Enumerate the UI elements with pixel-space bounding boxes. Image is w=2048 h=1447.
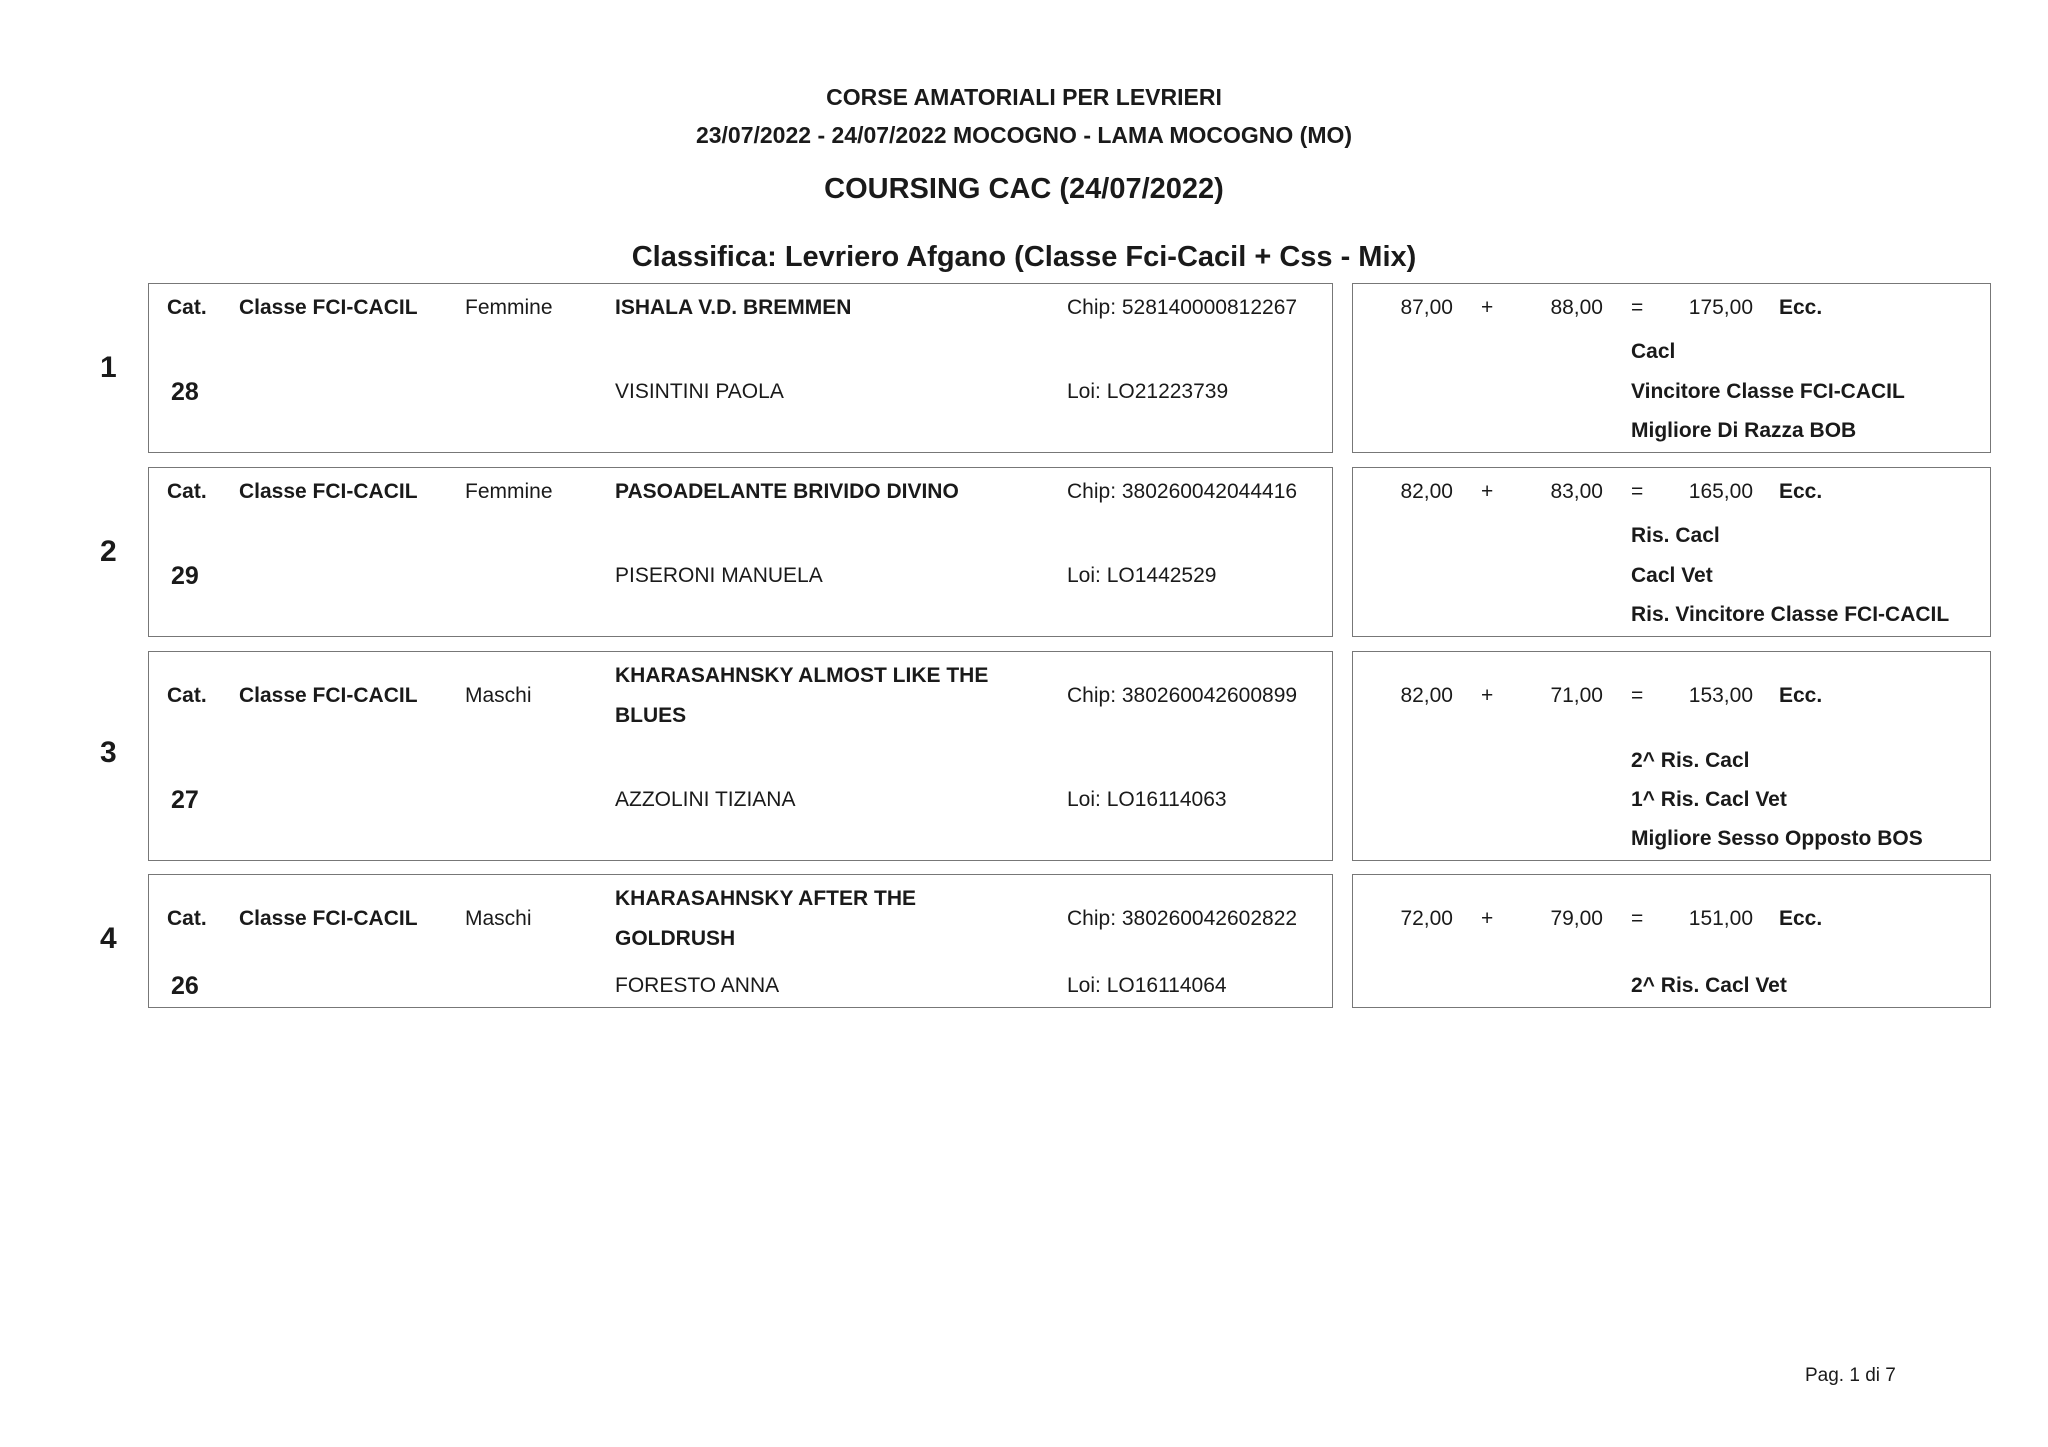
cat-label: Cat.: [167, 907, 207, 930]
dog-info-box: [148, 283, 1333, 453]
award: Migliore Di Razza BOB: [1631, 419, 1857, 442]
placement-number: 1: [100, 351, 117, 384]
loi-number: Loi: LO21223739: [1067, 380, 1229, 403]
award: Ris. Vincitore Classe FCI-CACIL: [1631, 603, 1950, 626]
score-1: 87,00: [1400, 296, 1453, 319]
award: Migliore Sesso Opposto BOS: [1631, 827, 1923, 850]
dog-name: PASOADELANTE BRIVIDO DIVINO: [615, 480, 959, 503]
score-box: [1352, 874, 1991, 1008]
chip-number: Chip: 380260042602822: [1067, 907, 1298, 930]
chip-number: Chip: 528140000812267: [1067, 296, 1298, 319]
grade: Ecc.: [1779, 480, 1823, 503]
award: Cacl Vet: [1631, 564, 1713, 587]
owner-name: PISERONI MANUELA: [615, 564, 823, 587]
sex: Maschi: [465, 684, 532, 707]
score-1: 82,00: [1400, 684, 1453, 707]
placement-number: 2: [100, 535, 117, 568]
catalog-number: 27: [171, 786, 199, 814]
total-score: 151,00: [1688, 907, 1753, 930]
equals-sign: =: [1631, 684, 1644, 707]
loi-number: Loi: LO1442529: [1067, 564, 1217, 587]
score-2: 83,00: [1550, 480, 1603, 503]
chip-number: Chip: 380260042600899: [1067, 684, 1298, 707]
score-2: 88,00: [1550, 296, 1603, 319]
award: Vincitore Classe FCI-CACIL: [1631, 380, 1905, 403]
catalog-number: 29: [171, 562, 199, 590]
equals-sign: =: [1631, 480, 1644, 503]
score-box: [1352, 651, 1991, 861]
dog-info-box: [148, 874, 1333, 1008]
owner-name: VISINTINI PAOLA: [615, 380, 784, 403]
class-name: Classe FCI-CACIL: [239, 684, 418, 707]
award: 2^ Ris. Cacl Vet: [1631, 974, 1787, 997]
classification-title: Classifica: Levriero Afgano (Classe Fci-Cacil + Css - Mix): [631, 241, 1417, 273]
cat-label: Cat.: [167, 480, 207, 503]
grade: Ecc.: [1779, 296, 1823, 319]
equals-sign: =: [1631, 296, 1644, 319]
grade: Ecc.: [1779, 684, 1823, 707]
catalog-number: 26: [171, 972, 199, 1000]
award: Ris. Cacl: [1631, 524, 1720, 547]
dog-name: ISHALA V.D. BREMMEN: [615, 296, 852, 319]
class-name: Classe FCI-CACIL: [239, 907, 418, 930]
header-title: CORSE AMATORIALI PER LEVRIERI: [826, 84, 1222, 110]
owner-name: FORESTO ANNA: [615, 974, 780, 997]
award: 1^ Ris. Cacl Vet: [1631, 788, 1787, 811]
score-1: 82,00: [1400, 480, 1453, 503]
sex: Femmine: [465, 296, 553, 319]
catalog-number: 28: [171, 378, 199, 406]
cat-label: Cat.: [167, 684, 207, 707]
page-number: Pag. 1 di 7: [1805, 1365, 1896, 1386]
total-score: 153,00: [1688, 684, 1753, 707]
award: Cacl: [1631, 340, 1676, 363]
sex: Femmine: [465, 480, 553, 503]
score-2: 71,00: [1550, 684, 1603, 707]
plus-sign: +: [1481, 907, 1494, 930]
class-name: Classe FCI-CACIL: [239, 296, 418, 319]
owner-name: AZZOLINI TIZIANA: [615, 788, 796, 811]
total-score: 165,00: [1688, 480, 1753, 503]
plus-sign: +: [1481, 480, 1494, 503]
total-score: 175,00: [1688, 296, 1753, 319]
dog-name: KHARASAHNSKY ALMOST LIKE THE BLUES: [615, 664, 989, 727]
score-box: [1352, 283, 1991, 453]
dog-info-box: [148, 467, 1333, 637]
score-box: [1352, 467, 1991, 637]
grade: Ecc.: [1779, 907, 1823, 930]
event-title: COURSING CAC (24/07/2022): [824, 173, 1224, 205]
score-2: 79,00: [1550, 907, 1603, 930]
dog-name: KHARASAHNSKY AFTER THE GOLDRUSH: [615, 887, 917, 950]
equals-sign: =: [1631, 907, 1644, 930]
score-1: 72,00: [1400, 907, 1453, 930]
loi-number: Loi: LO16114064: [1067, 974, 1227, 997]
header-dates-location: 23/07/2022 - 24/07/2022 MOCOGNO - LAMA MOCOGNO (MO): [695, 122, 1353, 148]
plus-sign: +: [1481, 684, 1494, 707]
award: 2^ Ris. Cacl: [1631, 749, 1750, 772]
class-name: Classe FCI-CACIL: [239, 480, 418, 503]
sex: Maschi: [465, 907, 532, 930]
plus-sign: +: [1481, 296, 1494, 319]
dog-info-box: [148, 651, 1333, 861]
loi-number: Loi: LO16114063: [1067, 788, 1227, 811]
cat-label: Cat.: [167, 296, 207, 319]
placement-number: 3: [100, 736, 117, 769]
placement-number: 4: [100, 922, 117, 955]
chip-number: Chip: 380260042044416: [1067, 480, 1298, 503]
